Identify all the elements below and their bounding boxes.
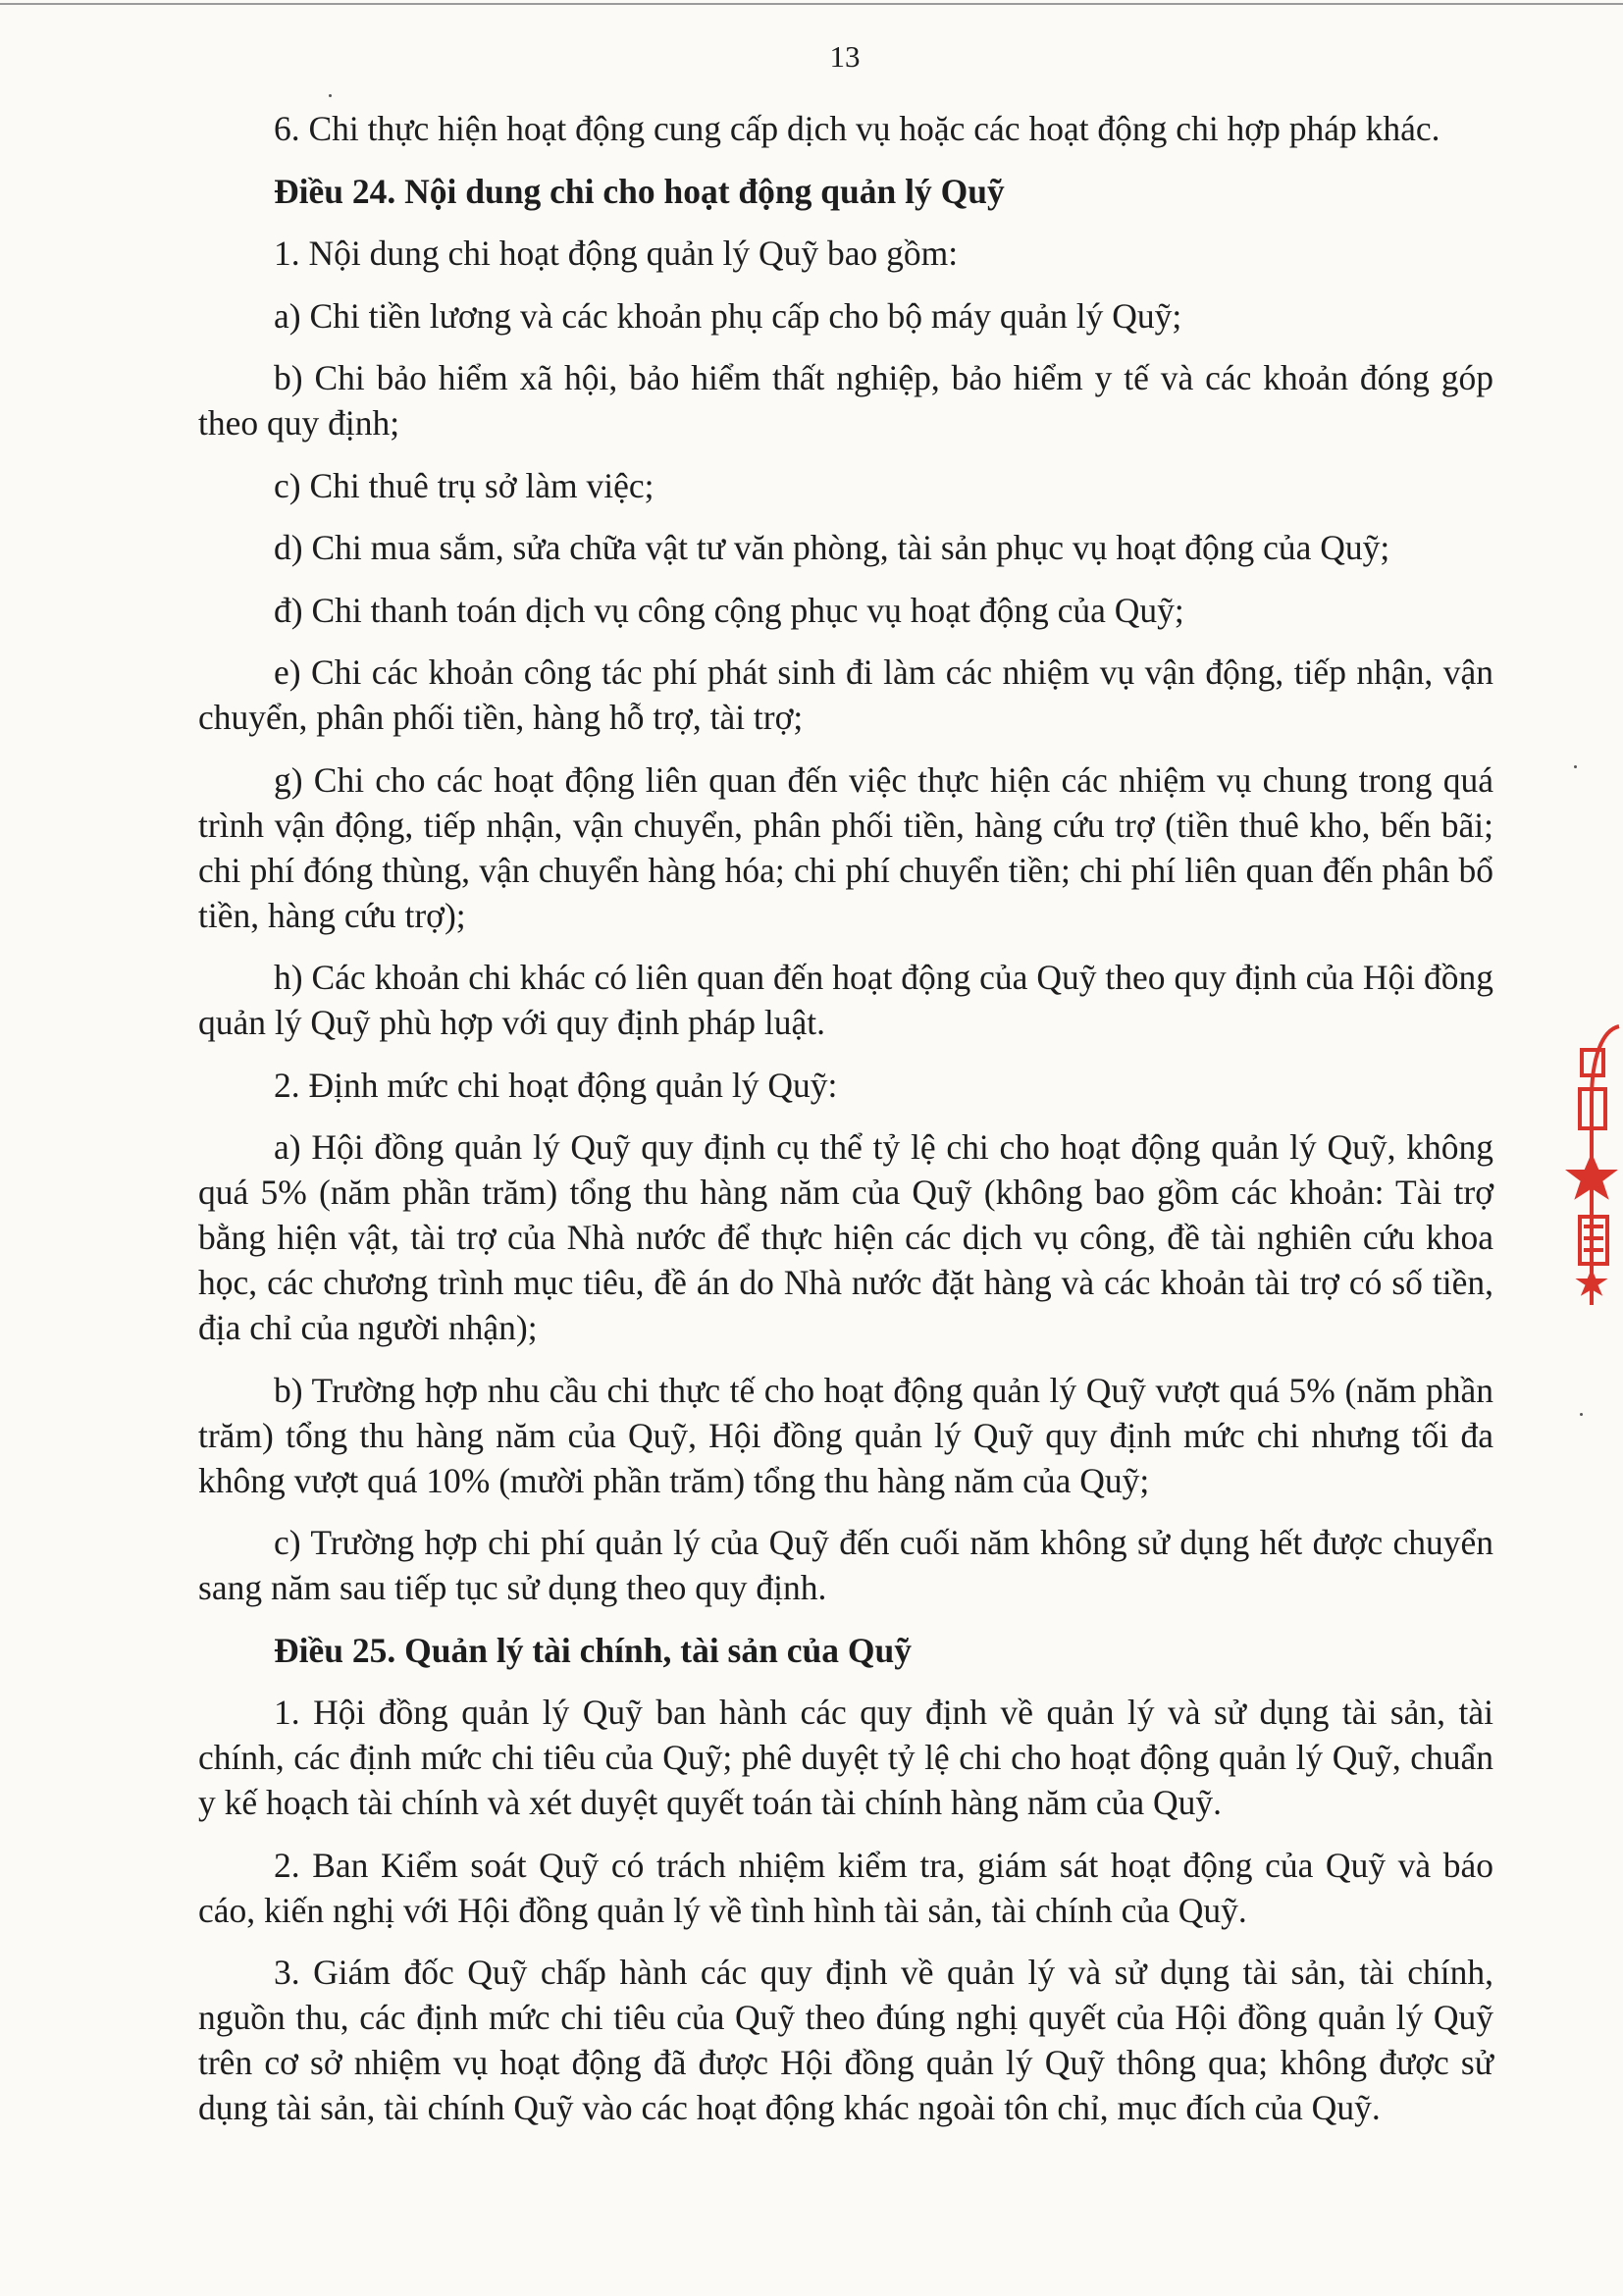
paragraph: e) Chi các khoản công tác phí phát sinh đi làm các nhiệm vụ vận động, tiếp nhận, vận chuyển, phân phối tiền, hàng hỗ trợ, tài trợ; <box>198 652 1493 737</box>
article-heading: Điều 25. Quản lý tài chính, tài sản của Quỹ <box>274 1630 912 1670</box>
paragraph: đ) Chi thanh toán dịch vụ công cộng phục vụ hoạt động của Quỹ; <box>274 590 1184 630</box>
paragraph: b) Trường hợp nhu cầu chi thực tế cho hoạt động quản lý Quỹ vượt quá 5% (năm phần trăm) tổng thu hàng năm của Quỹ, Hội đồng quản lý Quỹ quy định mức chi nhưng tối đa không vượt quá 10% (mười phần trăm) tổng thu hàng năm của Quỹ; <box>198 1370 1493 1500</box>
paragraph: h) Các khoản chi khác có liên quan đến hoạt động của Quỹ theo quy định của Hội đồng quản lý Quỹ phù hợp với quy định pháp luật. <box>198 958 1493 1042</box>
scan-speck <box>329 94 332 97</box>
paragraph: b) Chi bảo hiểm xã hội, bảo hiểm thất nghiệp, bảo hiểm y tế và các khoản đóng góp theo quy định; <box>198 358 1493 443</box>
paragraph: 1. Hội đồng quản lý Quỹ ban hành các quy định về quản lý và sử dụng tài sản, tài chính, các định mức chi tiêu của Quỹ; phê duyệt tỷ lệ chi cho hoạt động quản lý Quỹ, chuẩn y kế hoạch tài chính và xét duyệt quyết toán tài chính hàng năm của Quỹ. <box>198 1693 1493 1822</box>
paragraph: 2. Định mức chi hoạt động quản lý Quỹ: <box>274 1065 838 1105</box>
paragraph: 2. Ban Kiểm soát Quỹ có trách nhiệm kiểm tra, giám sát hoạt động của Quỹ và báo cáo, kiến nghị với Hội đồng quản lý về tình hình tài sản, tài chính của Quỹ. <box>198 1845 1493 1930</box>
paragraph: g) Chi cho các hoạt động liên quan đến việc thực hiện các nhiệm vụ chung trong quá trình vận động, tiếp nhận, vận chuyển, phân phối tiền, hàng cứu trợ (tiền thuê kho, bến bãi; chi phí đóng thùng, vận chuyển hàng hóa; chi phí chuyển tiền; chi phí liên quan đến phân bổ tiền, hàng cứu trợ); <box>198 759 1493 935</box>
scan-speck <box>1574 765 1577 768</box>
paragraph: 1. Nội dung chi hoạt động quản lý Quỹ bao gồm: <box>274 234 959 273</box>
paragraph: c) Chi thuê trụ sở làm việc; <box>274 465 654 505</box>
paragraph: 6. Chi thực hiện hoạt động cung cấp dịch vụ hoặc các hoạt động chi hợp pháp khác. <box>274 109 1440 148</box>
red-seal-stamp-edge <box>1562 1020 1621 1315</box>
paragraph: c) Trường hợp chi phí quản lý của Quỹ đến cuối năm không sử dụng hết được chuyển sang năm sau tiếp tục sử dụng theo quy định. <box>198 1523 1493 1607</box>
paragraph: a) Chi tiền lương và các khoản phụ cấp cho bộ máy quản lý Quỹ; <box>274 295 1182 336</box>
scan-speck <box>1580 1413 1583 1416</box>
document-body <box>198 106 1493 2148</box>
paragraph: d) Chi mua sắm, sửa chữa vật tư văn phòng, tài sản phục vụ hoạt động của Quỹ; <box>274 528 1390 567</box>
page-number: 13 <box>829 39 861 74</box>
paragraph: a) Hội đồng quản lý Quỹ quy định cụ thể tỷ lệ chi cho hoạt động quản lý Quỹ, không quá 5% (năm phần trăm) tổng thu hàng năm của Quỹ (không bao gồm các khoản: Tài trợ bằng hiện vật, tài trợ của Nhà nước để thực hiện các dịch vụ công, đề tài nghiên cứu khoa học, các chương trình mục tiêu, đề án do Nhà nước đặt hàng và các khoản tài trợ có số tiền, địa chỉ của người nhận); <box>198 1127 1493 1347</box>
top-border-line <box>0 3 1623 5</box>
paragraph: 3. Giám đốc Quỹ chấp hành các quy định về quản lý và sử dụng tài sản, tài chính, nguồn thu, các định mức chi tiêu của Quỹ theo đúng nghị quyết của Hội đồng quản lý Quỹ trên cơ sở nhiệm vụ hoạt động đã được Hội đồng quản lý Quỹ thông qua; không được sử dụng tài sản, tài chính Quỹ vào các hoạt động khác ngoài tôn chỉ, mục đích của Quỹ. <box>198 1953 1493 2127</box>
article-heading: Điều 24. Nội dung chi cho hoạt động quản lý Quỹ <box>274 171 1005 211</box>
